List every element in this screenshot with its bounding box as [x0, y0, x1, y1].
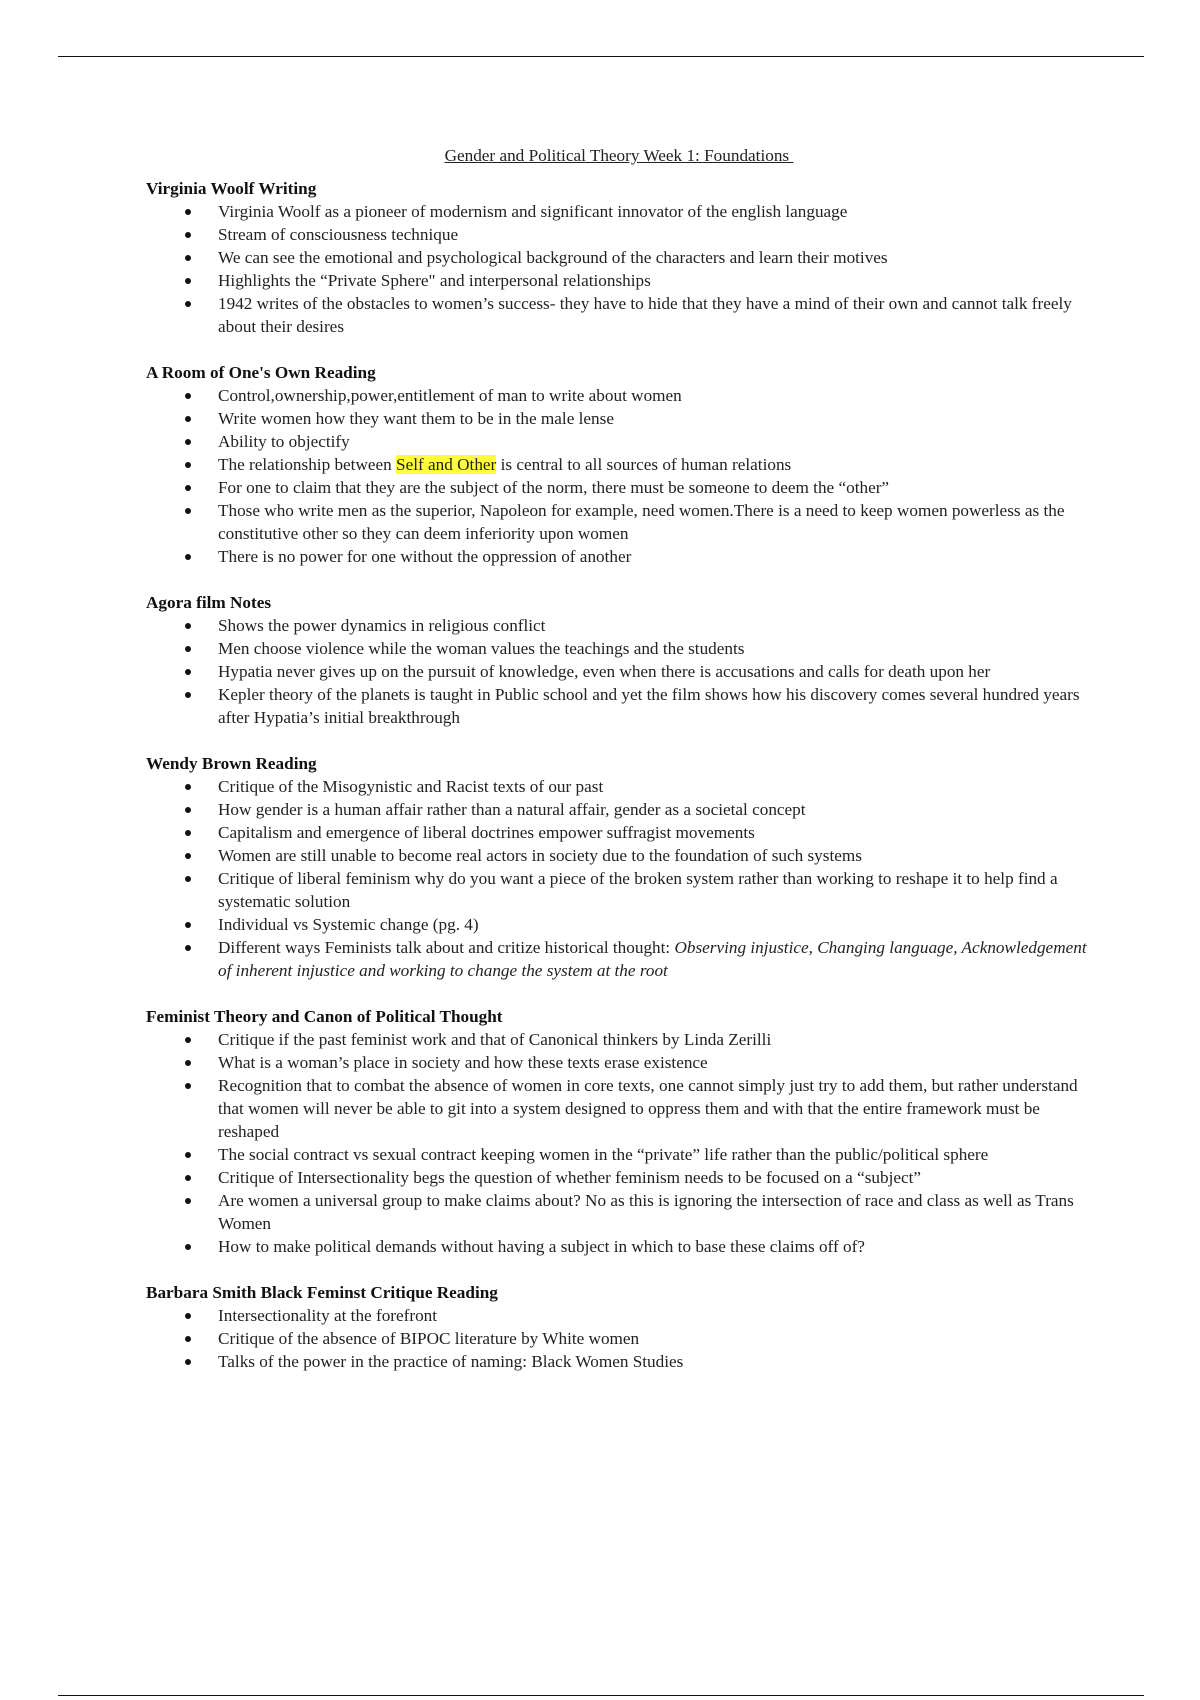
bullet-item	[146, 545, 1092, 568]
bullet-icon	[185, 232, 191, 238]
bullet-icon	[185, 255, 191, 261]
bullet-icon	[185, 462, 191, 468]
bullet-item	[146, 1235, 1092, 1258]
bullet-icon	[185, 784, 191, 790]
bullet-icon	[185, 508, 191, 514]
bullet-item	[146, 384, 1092, 407]
bullet-text: How gender is a human affair rather than a natural affair, gender as a societal concept	[218, 800, 806, 819]
bullet-item	[146, 499, 1092, 545]
document-body	[146, 144, 1092, 1396]
bullet-text: Hypatia never gives up on the pursuit of knowledge, even when there is accusations and calls for death upon her	[218, 662, 991, 681]
bullet-icon	[185, 301, 191, 307]
bullet-text: Intersectionality at the forefront	[218, 1306, 438, 1325]
bullet-text: Different ways Feminists talk about and critize historical thought:	[218, 938, 675, 957]
bullet-text: Write women how they want them to be in the male lense	[218, 409, 614, 428]
bullet-icon	[185, 646, 191, 652]
sections-container	[146, 177, 1092, 1373]
bullet-item	[146, 292, 1092, 338]
bullet-icon	[185, 1313, 191, 1319]
bullet-text: Critique of the absence of BIPOC literature by White women	[218, 1329, 640, 1348]
bullet-icon	[185, 945, 191, 951]
section-heading: Feminist Theory and Canon of Political Thought	[146, 1007, 503, 1026]
bullet-item	[146, 1166, 1092, 1189]
bullet-text: Women are still unable to become real actors in society due to the foundation of such systems	[218, 846, 862, 865]
bullet-text: 1942 writes of the obstacles to women’s success- they have to hide that they have a mind of their own and cannot talk freely about their desires	[218, 294, 1072, 336]
bullet-icon	[185, 393, 191, 399]
bullet-item	[146, 798, 1092, 821]
bullet-icon	[185, 669, 191, 675]
bullet-text: Men choose violence while the woman values the teachings and the students	[218, 639, 745, 658]
bullet-icon	[185, 623, 191, 629]
section	[146, 1005, 1092, 1258]
bullet-text: Highlights the “Private Sphere" and interpersonal relationships	[218, 271, 651, 290]
bullet-item	[146, 867, 1092, 913]
bullet-text: Those who write men as the superior, Napoleon for example, need women.There is a need to keep women powerless as the constitutive other so they can deem inferiority upon women	[218, 501, 1065, 543]
section-heading: Wendy Brown Reading	[146, 754, 317, 773]
bullet-icon	[185, 1336, 191, 1342]
bullet-item	[146, 936, 1092, 982]
bullet-text: is central to all sources of human relations	[496, 455, 792, 474]
bullet-text: How to make political demands without having a subject in which to base these claims off of?	[218, 1237, 865, 1256]
bullet-text: We can see the emotional and psychological background of the characters and learn their motives	[218, 248, 888, 267]
bullet-text: Critique of the Misogynistic and Racist texts of our past	[218, 777, 604, 796]
section-heading: Barbara Smith Black Feminst Critique Reading	[146, 1283, 498, 1302]
bullet-text: Capitalism and emergence of liberal doctrines empower suffragist movements	[218, 823, 755, 842]
bullet-icon	[185, 1359, 191, 1365]
bullet-text: There is no power for one without the oppression of another	[218, 547, 632, 566]
page-top-rule	[58, 56, 1144, 57]
bullet-item	[146, 246, 1092, 269]
bullet-icon	[185, 807, 191, 813]
bullet-item	[146, 660, 1092, 683]
bullet-item	[146, 1143, 1092, 1166]
bullet-text: Critique of Intersectionality begs the question of whether feminism needs to be focused on a “subject”	[218, 1168, 922, 1187]
bullet-icon	[185, 209, 191, 215]
bullet-item	[146, 683, 1092, 729]
bullet-text: Critique if the past feminist work and that of Canonical thinkers by Linda Zerilli	[218, 1030, 772, 1049]
bullet-item	[146, 430, 1092, 453]
bullet-item	[146, 200, 1092, 223]
bullet-icon	[185, 554, 191, 560]
bullet-icon	[185, 416, 191, 422]
page-bottom-rule	[58, 1695, 1144, 1696]
bullet-list	[146, 614, 1092, 729]
bullet-icon	[185, 922, 191, 928]
bullet-icon	[185, 1083, 191, 1089]
bullet-icon	[185, 853, 191, 859]
bullet-item	[146, 614, 1092, 637]
document-title: Gender and Political Theory Week 1: Foundations	[444, 146, 794, 165]
bullet-item	[146, 1327, 1092, 1350]
bullet-item	[146, 913, 1092, 936]
bullet-item	[146, 1350, 1092, 1373]
bullet-item	[146, 453, 1092, 476]
bullet-text: Stream of consciousness technique	[218, 225, 459, 244]
section	[146, 1281, 1092, 1373]
bullet-icon	[185, 439, 191, 445]
bullet-text: Critique of liberal feminism why do you want a piece of the broken system rather than working to reshape it to help find a systematic solution	[218, 869, 1058, 911]
bullet-icon	[185, 692, 191, 698]
bullet-list	[146, 1028, 1092, 1258]
bullet-text: Recognition that to combat the absence of women in core texts, one cannot simply just try to add them, but rather understand that women will never be able to git into a system designed to oppress them and with that the entire framework must be reshaped	[218, 1076, 1078, 1141]
bullet-list	[146, 200, 1092, 338]
section-heading: Virginia Woolf Writing	[146, 179, 317, 198]
bullet-text: Virginia Woolf as a pioneer of modernism and significant innovator of the english language	[218, 202, 848, 221]
bullet-icon	[185, 876, 191, 882]
bullet-icon	[185, 485, 191, 491]
bullet-item	[146, 1028, 1092, 1051]
bullet-item	[146, 1189, 1092, 1235]
bullet-icon	[185, 1152, 191, 1158]
bullet-list	[146, 775, 1092, 982]
bullet-item	[146, 269, 1092, 292]
bullet-list	[146, 1304, 1092, 1373]
bullet-text: Are women a universal group to make claims about? No as this is ignoring the intersection of race and class as well as Trans Women	[218, 1191, 1074, 1233]
bullet-item	[146, 821, 1092, 844]
section	[146, 177, 1092, 338]
bullet-text: For one to claim that they are the subject of the norm, there must be someone to deem the “other”	[218, 478, 890, 497]
bullet-item	[146, 407, 1092, 430]
highlighted-text: Self and Other	[396, 455, 497, 474]
bullet-item	[146, 1074, 1092, 1143]
bullet-text: The social contract vs sexual contract keeping women in the “private” life rather than the public/political sphere	[218, 1145, 989, 1164]
bullet-item	[146, 1051, 1092, 1074]
bullet-icon	[185, 1244, 191, 1250]
section	[146, 752, 1092, 982]
bullet-text: Individual vs Systemic change (pg. 4)	[218, 915, 479, 934]
bullet-icon	[185, 1060, 191, 1066]
bullet-text: Control,ownership,power,entitlement of man to write about women	[218, 386, 682, 405]
section-heading: A Room of One's Own Reading	[146, 363, 376, 382]
bullet-icon	[185, 1175, 191, 1181]
bullet-icon	[185, 1037, 191, 1043]
bullet-icon	[185, 1198, 191, 1204]
section	[146, 591, 1092, 729]
bullet-text: Shows the power dynamics in religious conflict	[218, 616, 546, 635]
bullet-text: Talks of the power in the practice of naming: Black Women Studies	[218, 1352, 684, 1371]
bullet-text: Ability to objectify	[218, 432, 350, 451]
bullet-icon	[185, 278, 191, 284]
bullet-item	[146, 1304, 1092, 1327]
section	[146, 361, 1092, 568]
italic-text: Observing injustice, Changing language, Acknowledgement of inherent injustice and working to change the system at the root	[218, 938, 1087, 980]
bullet-text: The relationship between	[218, 455, 397, 474]
bullet-text: Kepler theory of the planets is taught in Public school and yet the film shows how his discovery comes several hundred years after Hypatia’s initial breakthrough	[218, 685, 1080, 727]
section-heading: Agora film Notes	[146, 593, 272, 612]
bullet-item	[146, 844, 1092, 867]
bullet-icon	[185, 830, 191, 836]
bullet-list	[146, 384, 1092, 568]
bullet-text: What is a woman’s place in society and how these texts erase existence	[218, 1053, 708, 1072]
bullet-item	[146, 476, 1092, 499]
bullet-item	[146, 775, 1092, 798]
bullet-item	[146, 637, 1092, 660]
bullet-item	[146, 223, 1092, 246]
